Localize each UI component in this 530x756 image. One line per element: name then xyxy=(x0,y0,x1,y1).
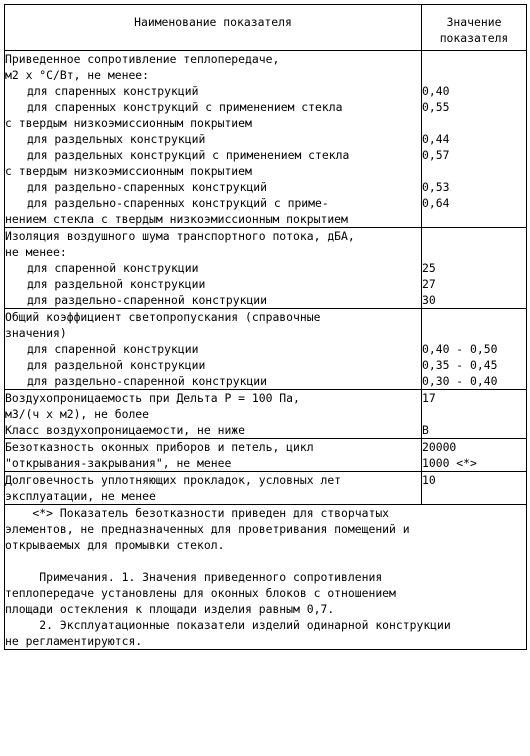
table-notes-row xyxy=(5,505,527,650)
notes-line-3: площади остекления к площади изделия равным 0,7. xyxy=(5,602,335,616)
notes-cell xyxy=(5,505,527,650)
row-heat-resistance-name: Приведенное сопротивление теплопередаче, м2 x °C/Вт, не менее: для спаренных конструкций для спаренных конструкций с применением стекла с твердым низкоэмиссионным покрытием для раздельных конструкций для раздельных конструкций с применением стекла с твердым низкоэмиссионным покрытием для раздельно-спаренных конструкций для раздельно-спаренных конструкций с приме- нением стекла с твердым низкоэмиссионным покрытием xyxy=(5,51,422,228)
footnote-line-1: <*> Показатель безотказности приведен для створчатых xyxy=(5,506,390,520)
notes-line-5: не регламентируются. xyxy=(5,634,143,648)
row-heat-resistance-values: 0,40 0,55 0,44 0,57 0,53 0,64 xyxy=(422,51,527,228)
header-col2-line2: показателя xyxy=(439,31,509,45)
row-durability-values: 10 xyxy=(422,472,527,505)
notes-line-1: Примечания. 1. Значения приведенного сопротивления xyxy=(5,570,383,584)
document xyxy=(4,4,526,650)
table-row xyxy=(5,472,527,505)
table-row xyxy=(5,439,527,472)
row-noise-isolation-values: 25 27 30 xyxy=(422,228,527,309)
table-header-row xyxy=(5,5,527,51)
header-indicator-value xyxy=(422,5,527,51)
table-row xyxy=(5,228,527,309)
footnote-line-3: открываемых для промывки стекол. xyxy=(5,538,225,552)
notes-line-2: теплопередаче установлены для оконных блоков с отношением xyxy=(5,586,396,600)
row-light-transmission-values: 0,40 - 0,50 0,35 - 0,45 0,30 - 0,40 xyxy=(422,309,527,390)
row-noise-isolation-name: Изоляция воздушного шума транспортного потока, дБА, не менее: для спаренной конструкции для раздельной конструкции для раздельно-спаренной конструкции xyxy=(5,228,422,309)
header-indicator-name xyxy=(5,5,422,51)
table-row xyxy=(5,309,527,390)
row-reliability-name: Безотказность оконных приборов и петель, цикл "открывания-закрывания", не менее xyxy=(5,439,422,472)
table-row xyxy=(5,51,527,228)
footnote-line-2: элементов, не предназначенных для проветривания помещений и xyxy=(5,522,410,536)
indicators-table xyxy=(4,4,527,650)
row-air-permeability-name: Воздухопроницаемость при Дельта P = 100 Па, м3/(ч x м2), не более Класс воздухопроницаемости, не ниже xyxy=(5,390,422,439)
header-col2-line1: Значение xyxy=(446,15,502,29)
notes-line-4: 2. Эксплуатационные показатели изделий одинарной конструкции xyxy=(5,618,451,632)
row-durability-name: Долговечность уплотняющих прокладок, условных лет эксплуатации, не менее xyxy=(5,472,422,505)
row-air-permeability-values: 17 B xyxy=(422,390,527,439)
table-row xyxy=(5,390,527,439)
row-reliability-values: 20000 1000 <*> xyxy=(422,439,527,472)
header-col1-text: Наименование показателя xyxy=(134,15,292,29)
row-light-transmission-name: Общий коэффициент светопропускания (справочные значения) для спаренной конструкции для раздельной конструкции для раздельно-спаренной конструкции xyxy=(5,309,422,390)
